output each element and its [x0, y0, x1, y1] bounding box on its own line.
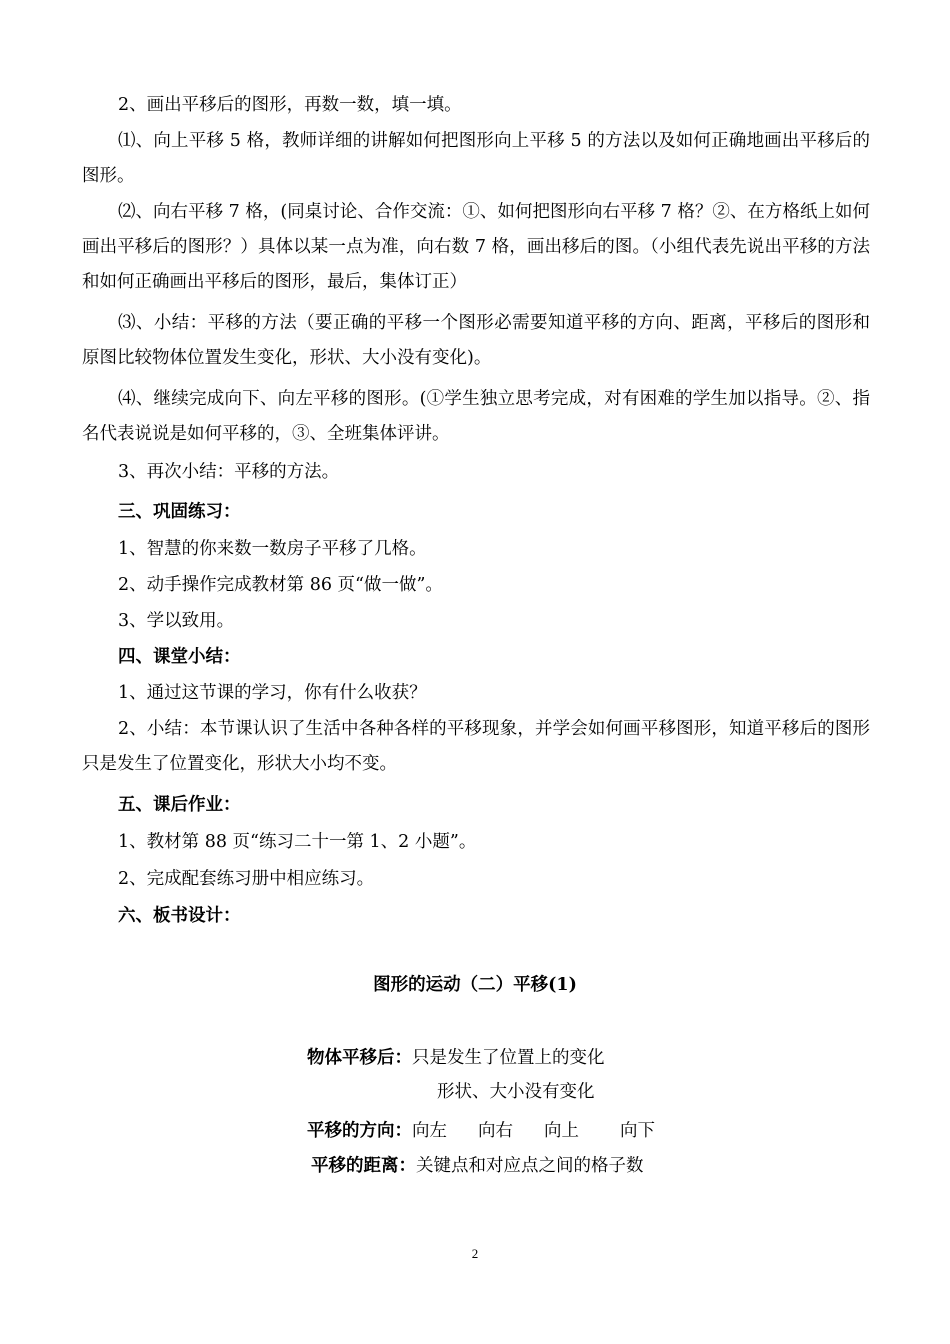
- page-number: 2: [471, 1246, 479, 1261]
- paragraph-step-2-4: ⑷、继续完成向下、向左平移的图形。(①学生独立思考完成，对有困难的学生加以指导。②、指名代表说说是如何平移的，③、全班集体评讲。: [82, 389, 870, 444]
- paragraph-step-2: 2、画出平移后的图形，再数一数，填一填。: [118, 95, 462, 115]
- board-distance-row: [311, 1151, 644, 1181]
- direction-left: 向左: [412, 1121, 447, 1141]
- paragraph-step-2-1: ⑴、向上平移 5 格，教师详细的讲解如何把图形向上平移 5 的方法以及如何正确地画出平移后的图形。: [82, 131, 870, 186]
- board-title: 图形的运动（二）平移(1): [373, 975, 577, 995]
- board-distance-text: 关键点和对应点之间的格子数: [416, 1156, 644, 1176]
- board-after-label: 物体平移后：: [307, 1048, 412, 1068]
- paragraph-step-2-2: ⑵、向右平移 7 格，(同桌讨论、合作交流：①、如何把图形向右平移 7 格？②、在方格纸上如何画出平移后的图形？）具体以某一点为准，向右数 7 格，画出移后的图。（小组代表先说出平移的方法和如何正确画出平移后的图形，最后，集体订正）: [82, 202, 870, 292]
- board-after-line1: 只是发生了位置上的变化: [412, 1048, 605, 1068]
- paragraph-practice-2: 2、动手操作完成教材第 86 页“做一做”。: [118, 575, 443, 595]
- heading-practice: 三、巩固练习：: [118, 502, 241, 522]
- heading-homework: 五、课后作业：: [118, 795, 241, 815]
- paragraph-homework-1: 1、教材第 88 页“练习二十一第 1、2 小题”。: [118, 832, 477, 852]
- paragraph-homework-2: 2、完成配套练习册中相应练习。: [118, 869, 375, 889]
- direction-up: 向上: [544, 1121, 579, 1141]
- paragraph-summary-1: 1、通过这节课的学习，你有什么收获？: [118, 683, 427, 703]
- board-after-line2: 形状、大小没有变化: [437, 1082, 595, 1102]
- paragraph-summary-2: 2、小结：本节课认识了生活中各种各样的平移现象，并学会如何画平移图形，知道平移后的图形只是发生了位置变化，形状大小均不变。: [82, 719, 870, 774]
- board-distance-label: 平移的距离：: [311, 1156, 416, 1176]
- paragraph-step-2-3: ⑶、小结：平移的方法（要正确的平移一个图形必需要知道平移的方向、距离，平移后的图形和原图比较物体位置发生变化，形状、大小没有变化)。: [82, 313, 870, 368]
- paragraph-practice-1: 1、智慧的你来数一数房子平移了几格。: [118, 539, 427, 559]
- paragraph-practice-3: 3、学以致用。: [118, 611, 235, 631]
- board-direction-row: [307, 1116, 655, 1146]
- heading-summary: 四、课堂小结：: [118, 647, 241, 667]
- direction-down: 向下: [620, 1121, 655, 1141]
- paragraph-step-3: 3、再次小结：平移的方法。: [118, 462, 340, 482]
- board-after-row: [307, 1043, 605, 1073]
- direction-right: 向右: [478, 1121, 513, 1141]
- heading-board-design: 六、板书设计：: [118, 906, 241, 926]
- board-direction-label: 平移的方向：: [307, 1121, 412, 1141]
